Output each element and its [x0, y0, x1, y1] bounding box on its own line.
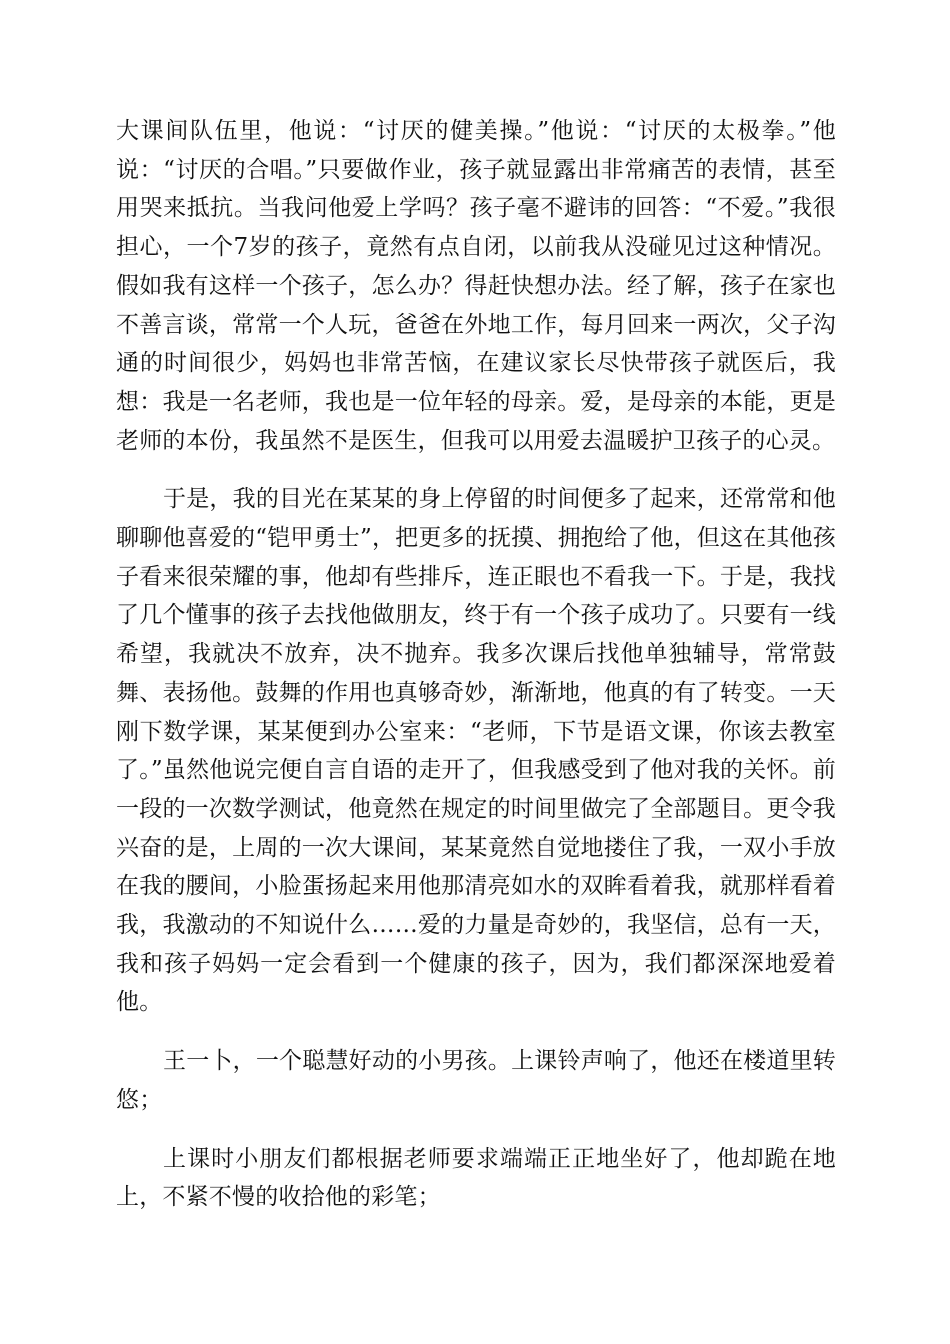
paragraph: 上课时小朋友们都根据老师要求端端正正地坐好了，他却跪在地上，不紧不慢的收拾他的彩笔；: [116, 1145, 836, 1211]
paragraph-continued: 大课间队伍里，他说：“讨厌的健美操。”他说：“讨厌的太极拳。”他说：“讨厌的合唱。”只要做作业，孩子就显露出非常痛苦的表情，甚至用哭来抵抗。当我问他爱上学吗？孩子毫不避讳的回答：“不爱。”我很担心，一个7岁的孩子，竟然有点自闭，以前我从没碰见过这种情况。假如我有这样一个孩子，怎么办？得赶快想办法。经了解，孩子在家也不善言谈，常常一个人玩，爸爸在外地工作，每月回来一两次，父子沟通的时间很少，妈妈也非常苦恼，在建议家长尽快带孩子就医后，我想：我是一名老师，我也是一位年轻的母亲。爱，是母亲的本能，更是老师的本份，我虽然不是医生，但我可以用爱去温暖护卫孩子的心灵。: [116, 118, 836, 454]
paragraph: 王一卜，一个聪慧好动的小男孩。上课铃声响了，他还在楼道里转悠；: [116, 1048, 836, 1113]
paragraph: 于是，我的目光在某某的身上停留的时间便多了起来，还常常和他聊聊他喜爱的“铠甲勇士”，把更多的抚摸、拥抱给了他，但这在其他孩子看来很荣耀的事，他却有些排斥，连正眼也不看我一下。于是，我找了几个懂事的孩子去找他做朋友，终于有一个孩子成功了。只要有一线希望，我就决不放弃，决不抛弃。我多次课后找他单独辅导，常常鼓舞、表扬他。鼓舞的作用也真够奇妙，渐渐地，他真的有了转变。一天刚下数学课，某某便到办公室来：“老师，下节是语文课，你该去教室了。”虽然他说完便自言自语的走开了，但我感受到了他对我的关怀。前一段的一次数学测试，他竟然在规定的时间里做完了全部题目。更令我兴奋的是，上周的一次大课间，某某竟然自觉地搂住了我，一双小手放在我的腰间，小脸蛋扬起来用他那清亮如水的双眸看着我，就那样看着我，我激动的不知说什么……爱的力量是奇妙的，我坚信，总有一天，我和孩子妈妈一定会看到一个健康的孩子，因为，我们都深深地爱着他。: [116, 486, 836, 1016]
document-page: [116, 112, 836, 1217]
